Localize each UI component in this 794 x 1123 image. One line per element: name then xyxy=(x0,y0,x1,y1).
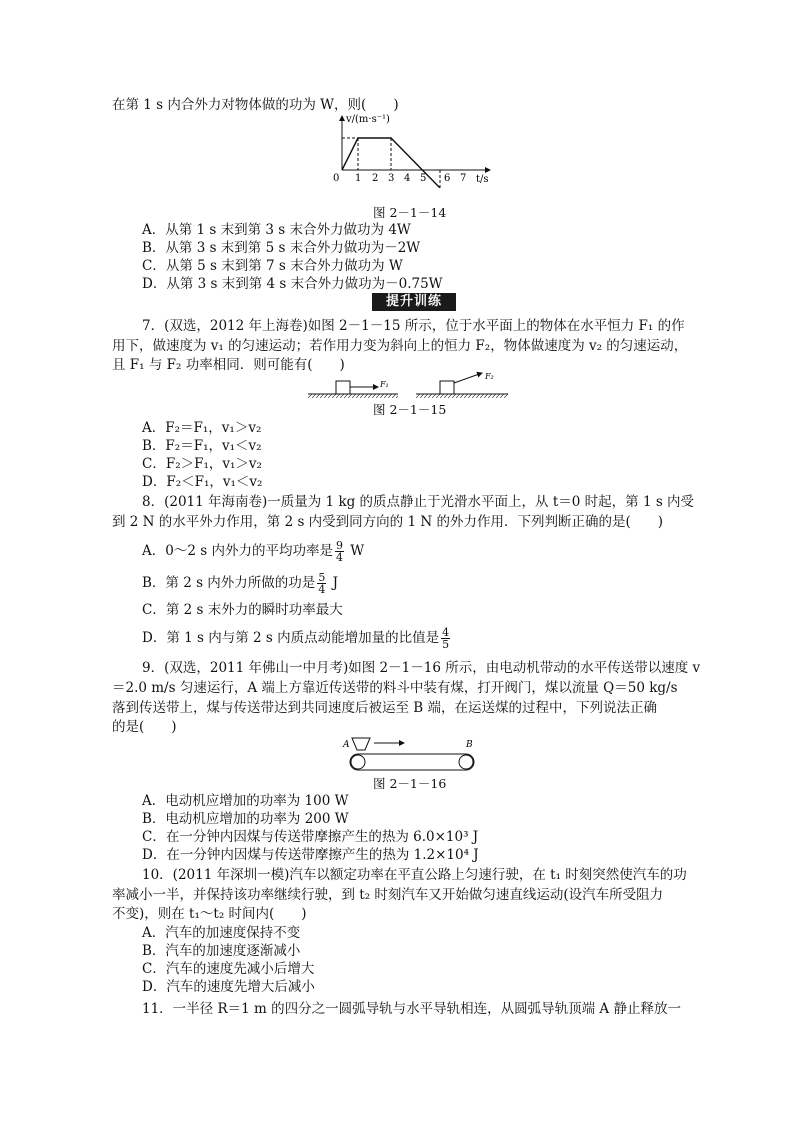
option: B．第 2 s 内外力所做的功是 $\frac{5}{4}$ J xyxy=(142,571,339,596)
q9-line: ＝2.0 m/s 匀速运行，A 端上方靠近传送带的料斗中装有煤，打开阀门，煤以流量 Q＝50 kg/s xyxy=(112,680,678,696)
option: C．汽车的速度先减小后增大 xyxy=(142,961,315,977)
q6-stem: 在第 1 s 内合外力对物体做的功为 W，则( ) xyxy=(112,97,399,113)
option xyxy=(142,627,452,650)
figure-caption: 图 2－1－15 xyxy=(373,402,447,417)
q11-line: 11．一半径 R＝1 m 的四分之一圆弧导轨与水平导轨相连，从圆弧导轨顶端 A 静止释放一 xyxy=(142,1001,681,1017)
option: A．电动机应增加的功率为 100 W xyxy=(142,793,349,809)
section-banner: 提升训练 xyxy=(372,293,456,311)
q8-line: 8．(2011 年海南卷)一质量为 1 kg 的质点静止于光滑水平面上，从 t＝0 时起，第 1 s 内受 xyxy=(142,494,695,510)
fraction: $\frac{5}{4}$ xyxy=(318,571,326,596)
option: A．0～2 s 内外力的平均功率是 $\frac{9}{4}$ W xyxy=(142,539,365,564)
figure-caption: 图 2－1－16 xyxy=(373,776,447,791)
option: A．汽车的加速度保持不变 xyxy=(142,925,301,941)
label-a: A xyxy=(343,740,350,750)
graph-tick: 7 xyxy=(460,173,467,184)
graph-tick: 4 xyxy=(404,173,411,184)
option: C．从第 5 s 末到第 7 s 末合外力做功为 W xyxy=(142,258,403,274)
graph-tick: 5 xyxy=(420,173,427,184)
fraction: $\frac{4}{5}$ xyxy=(442,626,450,651)
q8-line: 到 2 N 的水平外力作用，第 2 s 内受到同方向的 1 N 的外力作用．下列判断正确的是( ) xyxy=(112,514,663,530)
option: B．汽车的加速度逐渐减小 xyxy=(142,943,301,959)
option: B．电动机应增加的功率为 200 W xyxy=(142,811,349,827)
option: D．F₂＜F₁，v₁＜v₂ xyxy=(142,474,263,490)
option: B．F₂＝F₁，v₁＜v₂ xyxy=(142,438,262,454)
graph-tick: 6 xyxy=(444,173,451,184)
force-diagram xyxy=(308,370,518,400)
label-b: B xyxy=(466,740,473,750)
figure-caption: 图 2－1－14 xyxy=(373,205,447,220)
option: A．从第 1 s 末到第 3 s 末合外力做功为 4W xyxy=(142,222,411,238)
option: C．第 2 s 末外力的瞬时功率最大 xyxy=(142,602,343,618)
q10-line: 率减小一半，并保持该功率继续行驶，到 t₂ 时刻汽车又开始做匀速直线运动(设汽车所受阻力 xyxy=(112,887,664,903)
force-f2-label: F₂ xyxy=(485,372,494,381)
option: C．在一分钟内因煤与传送带摩擦产生的热为 6.0×10³ J xyxy=(142,829,479,845)
graph-tick: 3 xyxy=(388,173,395,184)
fraction: $\frac{9}{4}$ xyxy=(335,539,343,564)
q7-line: 7．(双选，2012 年上海卷)如图 2－1－15 所示，位于水平面上的物体在水平恒力 F₁ 的作 xyxy=(142,318,685,334)
option-text: B．第 2 s 内外力所做的功是 xyxy=(142,575,316,591)
q7-line: 且 F₁ 与 F₂ 功率相同．则可能有( ) xyxy=(112,357,345,373)
graph-origin: 0 xyxy=(333,173,340,184)
graph-ylabel: v/(m·s⁻¹) xyxy=(346,114,390,125)
force-f1-label: F₁ xyxy=(380,380,389,389)
option: B．从第 3 s 末到第 5 s 末合外力做功为－2W xyxy=(142,240,421,256)
graph-tick: 1 xyxy=(355,173,362,184)
option: C．F₂＞F₁，v₁＞v₂ xyxy=(142,456,262,472)
q9-line: 9．(双选，2011 年佛山一中月考)如图 2－1－16 所示，由电动机带动的水平传送带以速度 v xyxy=(142,660,701,676)
graph-xlabel: t/s xyxy=(476,174,489,185)
option: A．F₂＝F₁，v₁＞v₂ xyxy=(142,420,262,436)
option-text: D．第 1 s 内与第 2 s 内质点动能增加量的比值是 xyxy=(142,630,440,646)
q9-line: 落到传送带上，煤与传送带达到共同速度后被运至 B 端，在运送煤的过程中，下列说法正确 xyxy=(112,700,658,716)
q9-line: 的是( ) xyxy=(112,719,177,735)
option: D．从第 3 s 末到第 4 s 末合外力做功为－0.75W xyxy=(142,276,443,292)
option: D．在一分钟内因煤与传送带摩擦产生的热为 1.2×10⁴ J xyxy=(142,847,479,863)
graph-tick: 2 xyxy=(372,173,379,184)
conveyor-diagram xyxy=(340,734,480,774)
option-text: A．0～2 s 内外力的平均功率是 xyxy=(142,543,333,559)
q10-line: 不变)，则在 t₁～t₂ 时间内( ) xyxy=(112,906,307,922)
q10-line: 10．(2011 年深圳一模)汽车以额定功率在平直公路上匀速行驶，在 t₁ 时刻突然使汽车的功 xyxy=(142,867,687,883)
option: D．汽车的速度先增大后减小 xyxy=(142,979,315,995)
velocity-time-graph xyxy=(330,112,500,188)
q7-line: 用下，做速度为 v₁ 的匀速运动；若作用力变为斜向上的恒力 F₂，物体做速度为 v₂ 的匀速运动， xyxy=(112,338,688,354)
